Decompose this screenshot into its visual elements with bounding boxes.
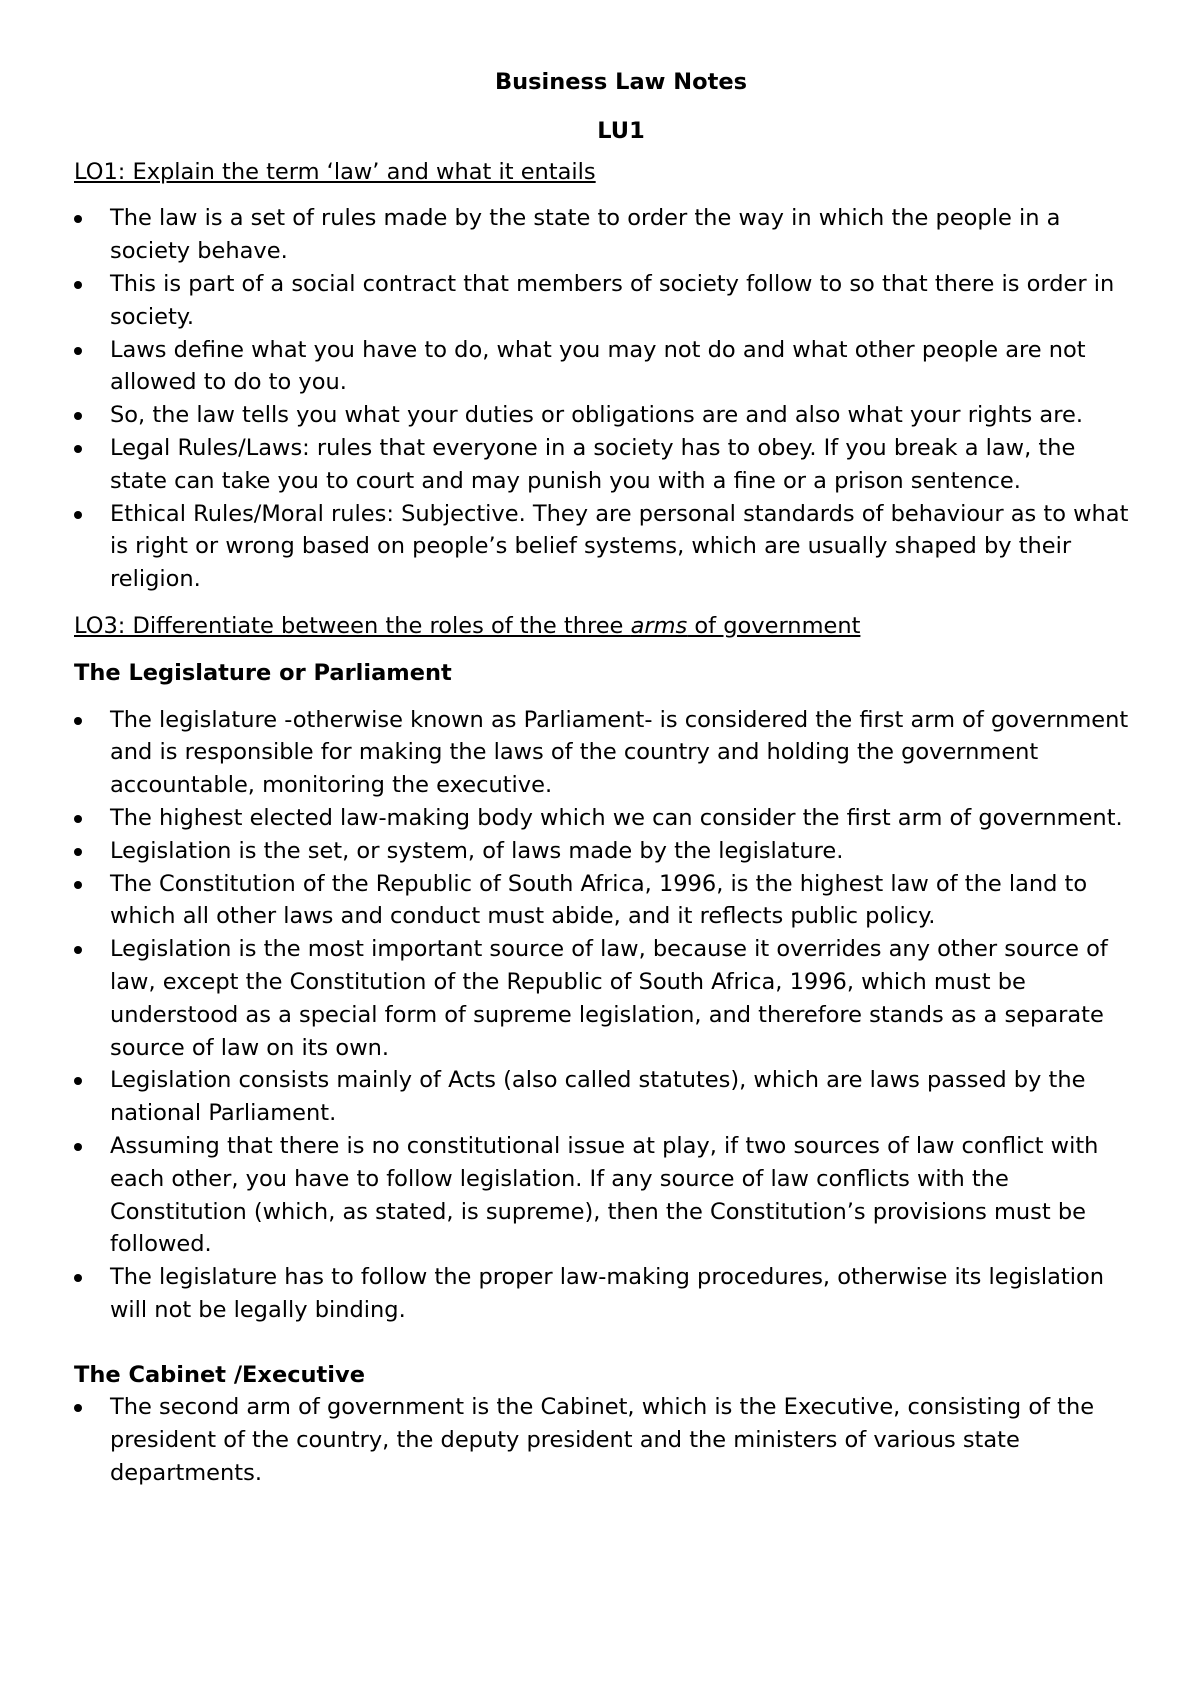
bullet-icon	[74, 1077, 82, 1085]
list-item-text: The legislature -otherwise known as Parliament- is considered the first arm of government and is responsible for making the laws of the country and holding the government accountable, monitoring the executive.	[110, 706, 1129, 799]
document-title: Business Law Notes	[494, 69, 747, 95]
bullet-icon	[74, 215, 82, 223]
section-spacer	[74, 1341, 1134, 1359]
list-item	[74, 399, 1134, 432]
list-item	[74, 933, 1134, 1064]
list-item-text: So, the law tells you what your duties or obligations are and also what your rights are.	[110, 402, 1083, 429]
list-item	[74, 868, 1134, 934]
bullet-icon	[74, 717, 82, 725]
list-item-text: Ethical Rules/Moral rules: Subjective. They are personal standards of behaviour as to what is right or wrong based on people’s belief systems, which are usually shaped by their religion.	[110, 500, 1129, 593]
legislature-heading: The Legislature or Parliament	[74, 659, 452, 686]
list-item	[74, 1391, 1134, 1489]
bullet-icon	[74, 848, 82, 856]
lo1-heading: LO1: Explain the term ‘law’ and what it entails	[74, 158, 596, 185]
list-item-text: The second arm of government is the Cabinet, which is the Executive, consisting of the president of the country, the deputy president and the ministers of various state departments.	[110, 1394, 1095, 1487]
lo3-heading-text: LO3: Differentiate between the roles of the three	[74, 612, 631, 639]
lo3-heading	[74, 610, 1134, 643]
lo1-bullet-list	[74, 202, 1134, 596]
list-item-text: Legislation is the set, or system, of laws made by the legislature.	[110, 837, 844, 864]
bullet-icon	[74, 1274, 82, 1282]
cabinet-bullet-list	[74, 1391, 1134, 1489]
list-item	[74, 1064, 1134, 1130]
bullet-icon	[74, 412, 82, 420]
legislature-bullet-list	[74, 704, 1134, 1327]
bullet-icon	[74, 946, 82, 954]
list-item-text: Legislation consists mainly of Acts (also called statutes), which are laws passed by the national Parliament.	[110, 1067, 1086, 1127]
list-item	[74, 498, 1134, 596]
list-item	[74, 334, 1134, 400]
bullet-icon	[74, 347, 82, 355]
lo3-heading-text-end: of government	[687, 612, 861, 639]
bullet-icon	[74, 1143, 82, 1151]
list-item	[74, 704, 1134, 802]
bullet-icon	[74, 511, 82, 519]
list-item	[74, 1261, 1134, 1327]
bullet-icon	[74, 815, 82, 823]
cabinet-heading: The Cabinet /Executive	[74, 1361, 365, 1388]
list-item	[74, 1130, 1134, 1261]
list-item-text: Assuming that there is no constitutional issue at play, if two sources of law conflict with each other, you have to follow legislation. If any source of law conflicts with the Constitution (which, as stated, is supreme), then the Constitution’s provisions must be followed.	[110, 1132, 1099, 1258]
bullet-icon	[74, 281, 82, 289]
list-item-text: This is part of a social contract that members of society follow to so that there is order in society.	[110, 270, 1115, 330]
list-item-text: Legal Rules/Laws: rules that everyone in a society has to obey. If you break a law, the state can take you to court and may punish you with a fine or a prison sentence.	[110, 434, 1076, 494]
list-item	[74, 802, 1134, 835]
bullet-icon	[74, 1404, 82, 1412]
list-item-text: The legislature has to follow the proper law-making procedures, otherwise its legislation will not be legally binding.	[110, 1264, 1104, 1323]
list-item	[74, 835, 1134, 868]
bullet-icon	[74, 881, 82, 889]
list-item-text: Laws define what you have to do, what you may not do and what other people are not allowed to do to you.	[110, 336, 1086, 396]
list-item	[74, 432, 1134, 498]
document-subtitle: LU1	[597, 117, 645, 144]
list-item	[74, 268, 1134, 334]
document-page	[74, 66, 1134, 1504]
list-item	[74, 202, 1134, 268]
lo3-heading-emphasis: arms	[630, 612, 688, 639]
list-item-text: The highest elected law-making body which we can consider the first arm of government.	[110, 804, 1123, 831]
bullet-icon	[74, 445, 82, 453]
list-item-text: The law is a set of rules made by the state to order the way in which the people in a society behave.	[110, 205, 1061, 265]
list-item-text: The Constitution of the Republic of South Africa, 1996, is the highest law of the land to which all other laws and conduct must abide, and it reflects public policy.	[110, 870, 1088, 930]
list-item-text: Legislation is the most important source of law, because it overrides any other source of law, except the Constitution of the Republic of South Africa, 1996, which must be understood as a special form of supreme legislation, and therefore stands as a separate source of law on its own.	[110, 936, 1108, 1061]
